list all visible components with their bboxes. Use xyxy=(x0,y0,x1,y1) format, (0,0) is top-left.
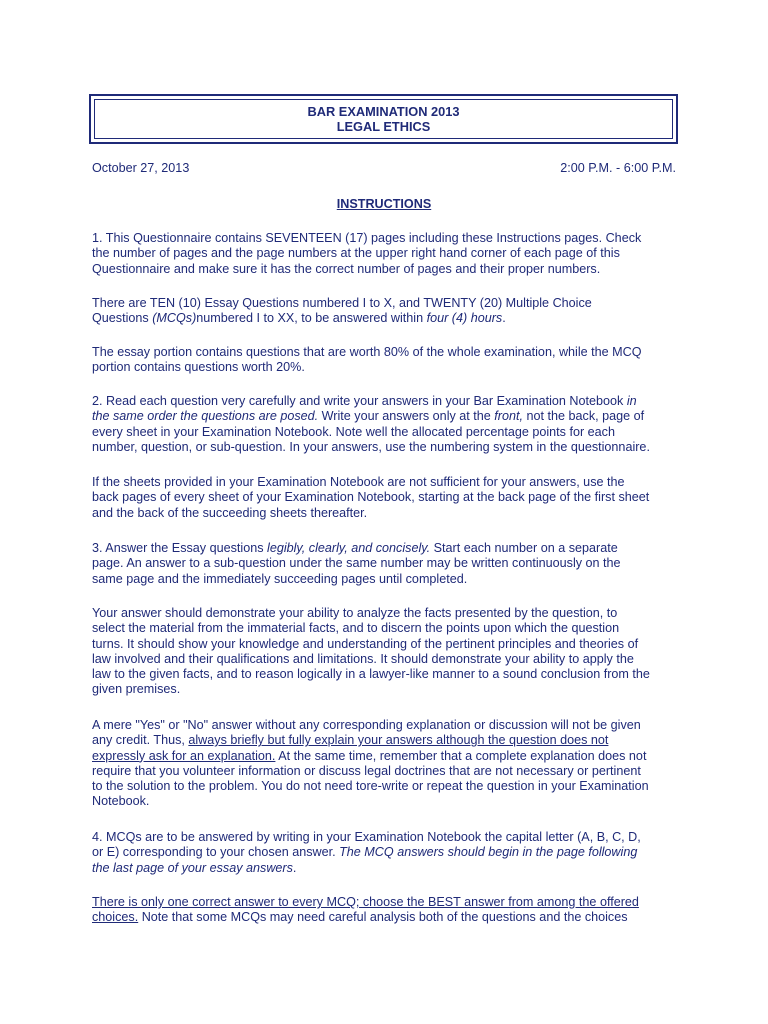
paragraph-2: There are TEN (10) Essay Questions numbered I to X, and TWENTY (20) Multiple Choice Questions (MCQs)numbered I to XX, to be answered within four (4) hours. xyxy=(92,296,592,326)
instructions-heading: INSTRUCTIONS xyxy=(336,197,432,211)
underlined-emphasis: choices. xyxy=(92,910,139,925)
paragraph-7: Your answer should demonstrate your ability to analyze the facts presented by the question, to select the material from the immaterial facts, and to discern the points upon which the question turns. It should show your knowledge and understanding of the pertinent principles and theories of law involved and their qualifications and limitations. It should demonstrate your ability to apply the law to the given facts, and to reason logically in a lawyer-like manner to a sound conclusion from the given premises. xyxy=(92,606,650,697)
paragraph-4: 2. Read each question very carefully and write your answers in your Bar Examination Notebook in the same order the questions are posed. Write your answers only at the front, not the back, page of every sheet in your Examination Notebook. Note well the allocated percentage points for each number, question, or sub-question. In your answers, use the numbering system in the questionnaire. xyxy=(92,394,650,454)
paragraph-9: 4. MCQs are to be answered by writing in your Examination Notebook the capital letter (A, B, C, D, or E) corresponding to your chosen answer. The MCQ answers should begin in the page following the last page of your essay answers. xyxy=(92,830,641,875)
exam-title: BAR EXAMINATION 2013 xyxy=(307,104,460,119)
paragraph-1: 1. This Questionnaire contains SEVENTEEN (17) pages including these Instructions pages. Check the number of pages and the page numbers at the upper right hand corner of each page of this Questionnaire and make sure it has the correct number of pages and their proper numbers. xyxy=(92,231,642,276)
paragraph-3: The essay portion contains questions that are worth 80% of the whole examination, while the MCQ portion contains questions worth 20%. xyxy=(92,345,642,375)
paragraph-8: A mere "Yes" or "No" answer without any corresponding explanation or discussion will not be given any credit. Thus, always briefly but fully explain your answers although the question does not expressly ask for an explanation. At the same time, remember that a complete explanation does not require that you volunteer information or discuss legal doctrines that are not necessary or pertinent to the solution to the problem. You do not need tore-write or repeat the question in your Examination Notebook. xyxy=(92,718,649,809)
underlined-emphasis: There is only one correct answer to every MCQ; choose the BEST answer from among the offered xyxy=(92,895,639,909)
exam-date: October 27, 2013 xyxy=(92,161,190,175)
exam-time: 2:00 P.M. - 6:00 P.M. xyxy=(560,161,676,175)
exam-subject: LEGAL ETHICS xyxy=(336,119,431,134)
underlined-emphasis: expressly ask for an explanation. xyxy=(92,748,276,763)
paragraph-5: If the sheets provided in your Examination Notebook are not sufficient for your answers, use the back pages of every sheet of your Examination Notebook, starting at the back page of the first sheet and the back of the succeeding sheets thereafter. xyxy=(92,475,650,520)
paragraph-6: 3. Answer the Essay questions legibly, clearly, and concisely. Start each number on a separate page. An answer to a sub-question under the same number may be written continuously on the same page and the immediately succeeding pages until completed. xyxy=(92,541,621,586)
underlined-emphasis: always briefly but fully explain your answers although the question does not xyxy=(188,733,609,748)
paragraph-10: There is only one correct answer to every MCQ; choose the BEST answer from among the offered choices. Note that some MCQs may need careful analysis both of the questions and the choices xyxy=(92,895,682,926)
title-box xyxy=(89,94,678,144)
